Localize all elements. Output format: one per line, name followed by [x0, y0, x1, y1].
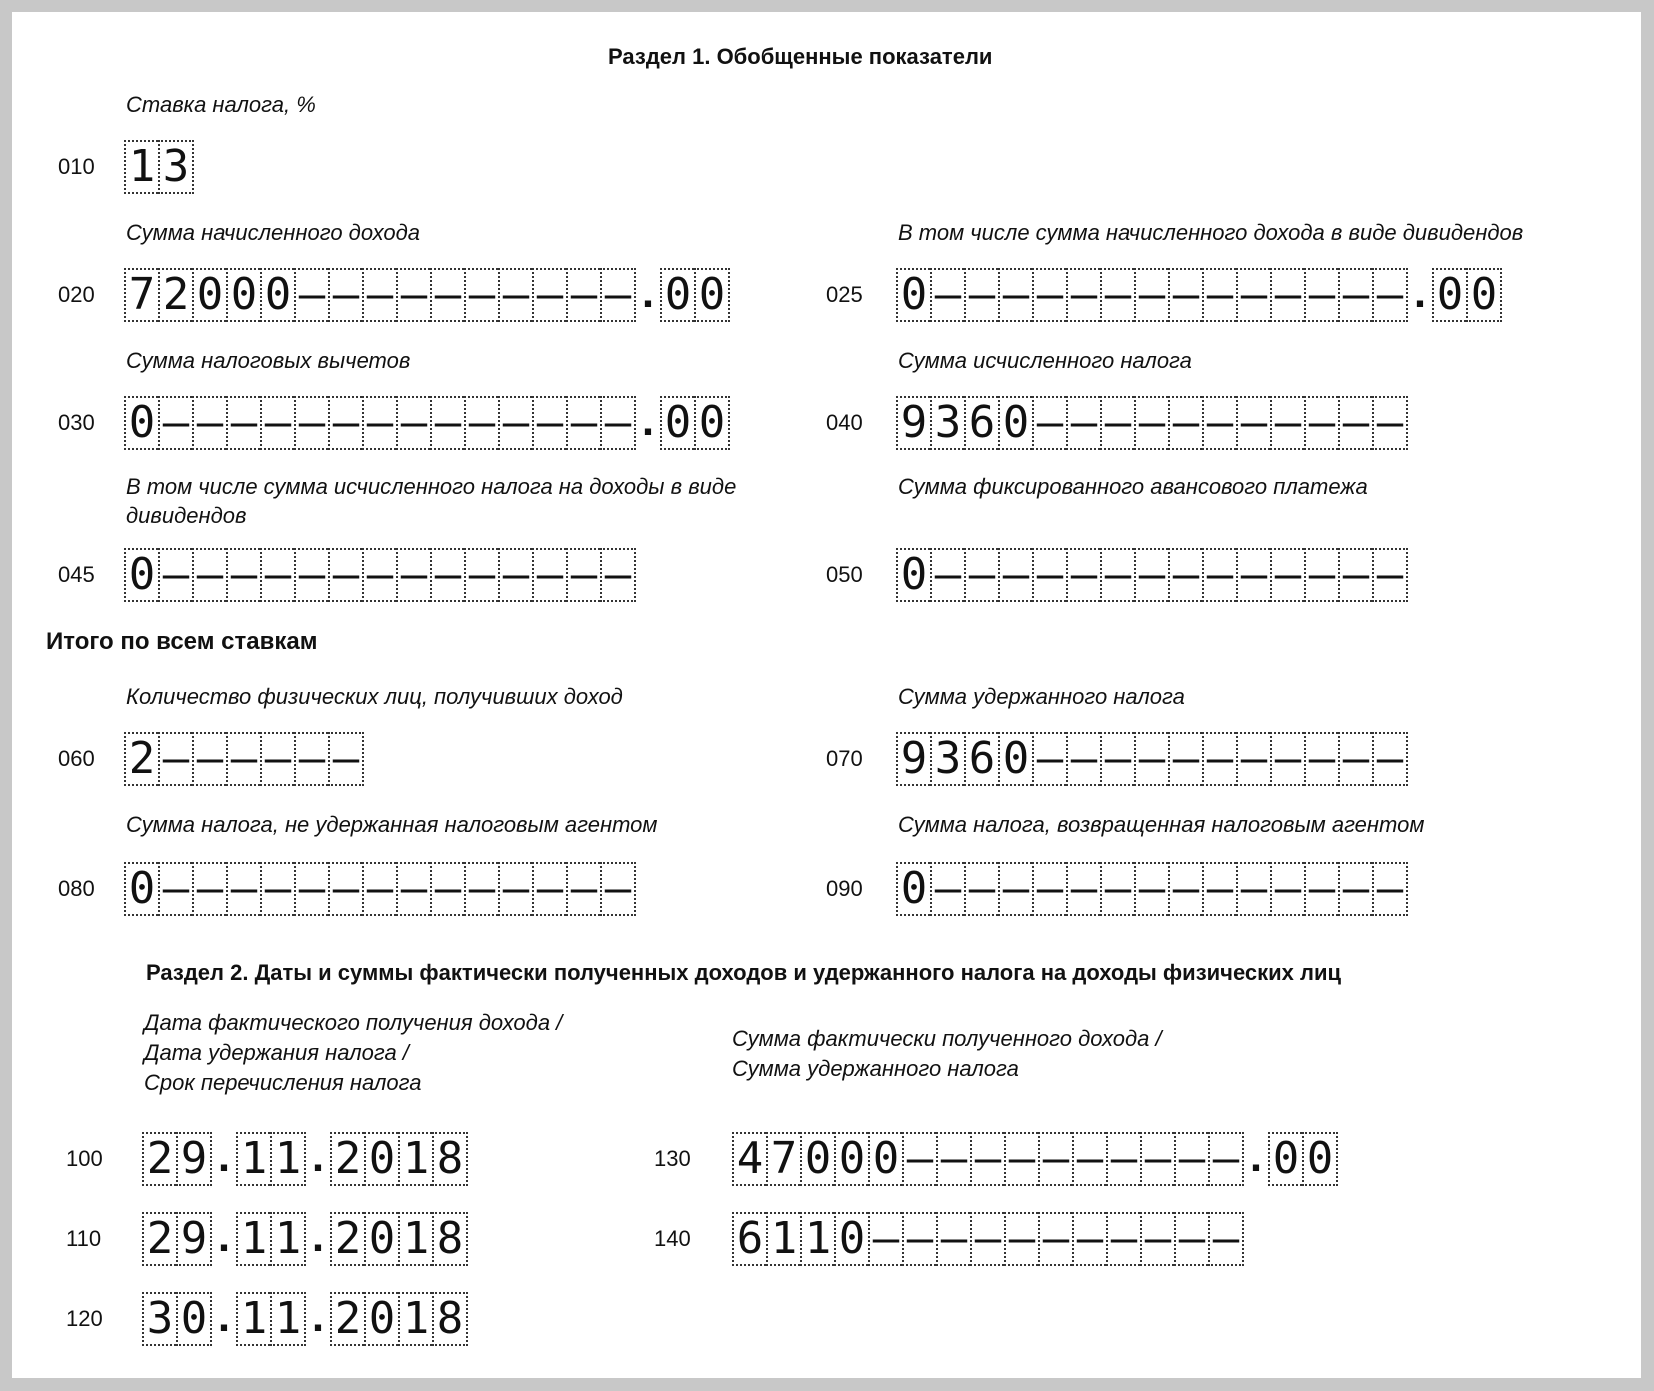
- f030-label: Сумма налоговых вычетов: [126, 348, 411, 373]
- digit-cell[interactable]: 6: [732, 1212, 766, 1266]
- digit-cell[interactable]: 1: [236, 1132, 270, 1186]
- digit-cell[interactable]: –: [1140, 1212, 1174, 1266]
- digit-cell[interactable]: –: [1106, 1132, 1140, 1186]
- digit-cell[interactable]: –: [1106, 1212, 1140, 1266]
- digit-cell[interactable]: 0: [364, 1292, 398, 1346]
- digit-cell[interactable]: –: [464, 268, 498, 322]
- digit-cell[interactable]: –: [1372, 268, 1408, 322]
- digit-cell[interactable]: –: [328, 396, 362, 450]
- digit-cell[interactable]: –: [158, 732, 192, 786]
- digit-cell[interactable]: –: [1338, 396, 1372, 450]
- digit-cell[interactable]: –: [1202, 548, 1236, 602]
- f045-label-line2: дивидендов: [126, 503, 247, 528]
- digit-cell[interactable]: –: [532, 548, 566, 602]
- digit-cell[interactable]: –: [1004, 1132, 1038, 1186]
- f025-field[interactable]: [896, 268, 1502, 322]
- digit-cell[interactable]: 7: [766, 1132, 800, 1186]
- digit-cell[interactable]: –: [998, 862, 1032, 916]
- digit-cell[interactable]: –: [294, 268, 328, 322]
- digit-cell[interactable]: –: [1236, 268, 1270, 322]
- f030-code: 030: [58, 410, 95, 435]
- digit-cell[interactable]: –: [1066, 732, 1100, 786]
- digit-cell[interactable]: –: [1208, 1212, 1244, 1266]
- f110-code: 110: [66, 1226, 102, 1251]
- digit-cell[interactable]: –: [1236, 548, 1270, 602]
- digit-cell[interactable]: 8: [432, 1212, 468, 1266]
- digit-cell[interactable]: 7: [124, 268, 158, 322]
- f100-code: 100: [66, 1146, 103, 1171]
- digit-cell[interactable]: –: [868, 1212, 902, 1266]
- digit-cell[interactable]: –: [1270, 548, 1304, 602]
- digit-cell[interactable]: 0: [1302, 1132, 1338, 1186]
- digit-cell[interactable]: –: [1100, 268, 1134, 322]
- digit-cell[interactable]: –: [936, 1132, 970, 1186]
- digit-cell[interactable]: –: [1338, 862, 1372, 916]
- digit-cell[interactable]: –: [1140, 1132, 1174, 1186]
- digit-cell[interactable]: –: [936, 1212, 970, 1266]
- digit-cell[interactable]: 0: [364, 1132, 398, 1186]
- digit-cell[interactable]: –: [498, 268, 532, 322]
- f020-field[interactable]: [124, 268, 730, 322]
- digit-cell[interactable]: –: [930, 862, 964, 916]
- digit-cell[interactable]: –: [1032, 396, 1066, 450]
- digit-cell[interactable]: 0: [834, 1212, 868, 1266]
- digit-cell[interactable]: –: [328, 732, 364, 786]
- digit-cell[interactable]: –: [158, 396, 192, 450]
- digit-cell[interactable]: –: [362, 268, 396, 322]
- digit-cell[interactable]: –: [1032, 268, 1066, 322]
- digit-cell[interactable]: –: [260, 548, 294, 602]
- digit-cell[interactable]: 1: [398, 1212, 432, 1266]
- digit-cell[interactable]: –: [1100, 548, 1134, 602]
- digit-cell[interactable]: –: [1134, 548, 1168, 602]
- f090-label: Сумма налога, возвращенная налоговым агентом: [898, 812, 1425, 837]
- digit-cell[interactable]: –: [964, 268, 998, 322]
- digit-cell[interactable]: 9: [896, 732, 930, 786]
- f045-code: 045: [58, 562, 95, 587]
- digit-cell[interactable]: 0: [800, 1132, 834, 1186]
- f070-label: Сумма удержанного налога: [898, 684, 1185, 709]
- decimal-separator: .: [217, 1292, 231, 1341]
- f045-field[interactable]: [124, 548, 636, 602]
- digit-cell[interactable]: –: [430, 396, 464, 450]
- digit-cell[interactable]: –: [998, 268, 1032, 322]
- digit-cell[interactable]: –: [1168, 862, 1202, 916]
- digit-cell[interactable]: –: [1100, 732, 1134, 786]
- digit-cell[interactable]: –: [1032, 548, 1066, 602]
- f090-code: 090: [826, 876, 863, 901]
- digit-cell[interactable]: –: [930, 548, 964, 602]
- digit-cell[interactable]: –: [260, 396, 294, 450]
- digit-cell[interactable]: 1: [236, 1292, 270, 1346]
- digit-cell[interactable]: 0: [260, 268, 294, 322]
- digit-cell[interactable]: 1: [124, 140, 158, 194]
- digit-cell[interactable]: 2: [124, 732, 158, 786]
- f020-label: Сумма начисленного дохода: [126, 220, 420, 245]
- dates-label-3: Срок перечисления налога: [144, 1070, 422, 1095]
- digit-cell[interactable]: 0: [226, 268, 260, 322]
- digit-cell[interactable]: –: [964, 862, 998, 916]
- digit-cell[interactable]: –: [1338, 732, 1372, 786]
- digit-cell[interactable]: –: [1236, 396, 1270, 450]
- f010-code: 010: [58, 154, 95, 179]
- digit-cell[interactable]: –: [1304, 732, 1338, 786]
- digit-cell[interactable]: 0: [694, 396, 730, 450]
- digit-cell[interactable]: –: [328, 548, 362, 602]
- digit-cell[interactable]: 0: [660, 396, 694, 450]
- digit-cell[interactable]: 0: [896, 548, 930, 602]
- digit-cell[interactable]: –: [362, 548, 396, 602]
- decimal-separator: .: [311, 1132, 325, 1181]
- digit-cell[interactable]: –: [1072, 1132, 1106, 1186]
- digit-cell[interactable]: –: [1038, 1132, 1072, 1186]
- digit-cell[interactable]: –: [930, 268, 964, 322]
- digit-cell[interactable]: –: [600, 862, 636, 916]
- digit-cell[interactable]: –: [1038, 1212, 1072, 1266]
- digit-cell[interactable]: –: [226, 396, 260, 450]
- digit-cell[interactable]: 0: [1466, 268, 1502, 322]
- decimal-separator: .: [217, 1212, 231, 1261]
- decimal-separator: .: [217, 1132, 231, 1181]
- f080-code: 080: [58, 876, 95, 901]
- f130-field[interactable]: [732, 1132, 1338, 1186]
- digit-cell[interactable]: –: [600, 396, 636, 450]
- digit-cell[interactable]: 9: [176, 1212, 212, 1266]
- digit-cell[interactable]: 0: [660, 268, 694, 322]
- digit-cell[interactable]: –: [1270, 862, 1304, 916]
- digit-cell[interactable]: –: [294, 862, 328, 916]
- digit-cell[interactable]: 2: [330, 1292, 364, 1346]
- digit-cell[interactable]: –: [1168, 396, 1202, 450]
- digit-cell[interactable]: –: [1208, 1132, 1244, 1186]
- digit-cell[interactable]: –: [1304, 268, 1338, 322]
- digit-cell[interactable]: 0: [364, 1212, 398, 1266]
- digit-cell[interactable]: 1: [270, 1132, 306, 1186]
- digit-cell[interactable]: –: [1004, 1212, 1038, 1266]
- digit-cell[interactable]: –: [396, 548, 430, 602]
- decimal-separator: .: [641, 396, 655, 445]
- decimal-separator: .: [311, 1292, 325, 1341]
- digit-cell[interactable]: –: [192, 396, 226, 450]
- digit-cell[interactable]: –: [294, 732, 328, 786]
- digit-cell[interactable]: –: [464, 396, 498, 450]
- digit-cell[interactable]: –: [998, 548, 1032, 602]
- digit-cell[interactable]: 1: [236, 1212, 270, 1266]
- f110-field[interactable]: [142, 1212, 468, 1266]
- digit-cell[interactable]: 0: [124, 396, 158, 450]
- f040-field[interactable]: [896, 396, 1408, 450]
- digit-cell[interactable]: –: [1202, 268, 1236, 322]
- digit-cell[interactable]: –: [566, 268, 600, 322]
- digit-cell[interactable]: –: [1134, 268, 1168, 322]
- f040-label: Сумма исчисленного налога: [898, 348, 1192, 373]
- totals-title: Итого по всем ставкам: [46, 628, 318, 655]
- digit-cell[interactable]: 3: [930, 396, 964, 450]
- digit-cell[interactable]: 9: [176, 1132, 212, 1186]
- digit-cell[interactable]: 6: [964, 396, 998, 450]
- digit-cell[interactable]: –: [1338, 268, 1372, 322]
- digit-cell[interactable]: –: [498, 548, 532, 602]
- digit-cell[interactable]: 0: [694, 268, 730, 322]
- digit-cell[interactable]: –: [430, 548, 464, 602]
- digit-cell[interactable]: –: [362, 862, 396, 916]
- decimal-separator: .: [1413, 268, 1427, 317]
- digit-cell[interactable]: 2: [330, 1212, 364, 1266]
- digit-cell[interactable]: –: [1134, 396, 1168, 450]
- f060-code: 060: [58, 746, 95, 771]
- f020-code: 020: [58, 282, 95, 307]
- digit-cell[interactable]: 0: [124, 548, 158, 602]
- digit-cell[interactable]: –: [566, 396, 600, 450]
- sums-label-2: Сумма удержанного налога: [732, 1056, 1019, 1081]
- f045-label-line1: В том числе сумма исчисленного налога на доходы в виде: [126, 474, 737, 499]
- digit-cell[interactable]: –: [396, 396, 430, 450]
- digit-cell[interactable]: –: [1134, 862, 1168, 916]
- digit-cell[interactable]: 1: [270, 1212, 306, 1266]
- digit-cell[interactable]: 3: [142, 1292, 176, 1346]
- digit-cell[interactable]: –: [1168, 548, 1202, 602]
- digit-cell[interactable]: –: [970, 1132, 1004, 1186]
- f080-field[interactable]: [124, 862, 636, 916]
- digit-cell[interactable]: 0: [176, 1292, 212, 1346]
- digit-cell[interactable]: –: [1066, 396, 1100, 450]
- digit-cell[interactable]: –: [1168, 268, 1202, 322]
- digit-cell[interactable]: –: [1304, 862, 1338, 916]
- digit-cell[interactable]: –: [1032, 862, 1066, 916]
- digit-cell[interactable]: –: [1072, 1212, 1106, 1266]
- digit-cell[interactable]: 1: [270, 1292, 306, 1346]
- f100-field[interactable]: [142, 1132, 468, 1186]
- digit-cell[interactable]: –: [158, 548, 192, 602]
- decimal-separator: .: [641, 268, 655, 317]
- digit-cell[interactable]: –: [328, 268, 362, 322]
- digit-cell[interactable]: –: [1270, 732, 1304, 786]
- digit-cell[interactable]: –: [464, 862, 498, 916]
- f130-code: 130: [654, 1146, 691, 1171]
- digit-cell[interactable]: –: [192, 732, 226, 786]
- digit-cell[interactable]: –: [1372, 862, 1408, 916]
- digit-cell[interactable]: –: [396, 862, 430, 916]
- digit-cell[interactable]: 0: [834, 1132, 868, 1186]
- digit-cell[interactable]: –: [566, 862, 600, 916]
- dates-label-2: Дата удержания налога /: [144, 1040, 409, 1065]
- section2-title: Раздел 2. Даты и суммы фактически полученных доходов и удержанного налога на доходы физических лиц: [146, 960, 1342, 985]
- digit-cell[interactable]: –: [1304, 396, 1338, 450]
- digit-cell[interactable]: –: [294, 548, 328, 602]
- digit-cell[interactable]: –: [1066, 862, 1100, 916]
- digit-cell[interactable]: 0: [1268, 1132, 1302, 1186]
- digit-cell[interactable]: –: [464, 548, 498, 602]
- decimal-separator: .: [311, 1212, 325, 1261]
- digit-cell[interactable]: 1: [766, 1212, 800, 1266]
- digit-cell[interactable]: 2: [142, 1132, 176, 1186]
- digit-cell[interactable]: 2: [158, 268, 192, 322]
- digit-cell[interactable]: –: [328, 862, 362, 916]
- digit-cell[interactable]: –: [294, 396, 328, 450]
- digit-cell[interactable]: 0: [124, 862, 158, 916]
- digit-cell[interactable]: –: [532, 268, 566, 322]
- digit-cell[interactable]: –: [362, 396, 396, 450]
- f070-code: 070: [826, 746, 863, 771]
- f025-code: 025: [826, 282, 863, 307]
- digit-cell[interactable]: 2: [330, 1132, 364, 1186]
- digit-cell[interactable]: –: [192, 548, 226, 602]
- digit-cell[interactable]: –: [600, 548, 636, 602]
- digit-cell[interactable]: –: [1066, 268, 1100, 322]
- digit-cell[interactable]: –: [396, 268, 430, 322]
- digit-cell[interactable]: –: [158, 862, 192, 916]
- f080-label: Сумма налога, не удержанная налоговым агентом: [126, 812, 658, 837]
- f050-code: 050: [826, 562, 863, 587]
- digit-cell[interactable]: –: [1338, 548, 1372, 602]
- digit-cell[interactable]: –: [430, 862, 464, 916]
- digit-cell[interactable]: –: [1134, 732, 1168, 786]
- digit-cell[interactable]: –: [1372, 396, 1408, 450]
- digit-cell[interactable]: 0: [998, 396, 1032, 450]
- digit-cell[interactable]: –: [1168, 732, 1202, 786]
- digit-cell[interactable]: 1: [398, 1292, 432, 1346]
- f010-label: Ставка налога, %: [126, 92, 316, 117]
- f025-label: В том числе сумма начисленного дохода в виде дивидендов: [898, 220, 1524, 245]
- digit-cell[interactable]: 0: [192, 268, 226, 322]
- digit-cell[interactable]: –: [1236, 862, 1270, 916]
- f050-label: Сумма фиксированного авансового платежа: [898, 474, 1368, 499]
- digit-cell[interactable]: –: [532, 862, 566, 916]
- digit-cell[interactable]: 0: [1432, 268, 1466, 322]
- digit-cell[interactable]: 6: [964, 732, 998, 786]
- f060-field[interactable]: [124, 732, 364, 786]
- digit-cell[interactable]: 0: [896, 268, 930, 322]
- digit-cell[interactable]: 9: [896, 396, 930, 450]
- digit-cell[interactable]: –: [1270, 396, 1304, 450]
- digit-cell[interactable]: 8: [432, 1292, 468, 1346]
- f050-field[interactable]: [896, 548, 1408, 602]
- digit-cell[interactable]: 1: [800, 1212, 834, 1266]
- digit-cell[interactable]: –: [226, 732, 260, 786]
- digit-cell[interactable]: –: [1372, 732, 1408, 786]
- dates-label-1: Дата фактического получения дохода /: [144, 1010, 563, 1035]
- digit-cell[interactable]: 3: [158, 140, 194, 194]
- digit-cell[interactable]: –: [226, 862, 260, 916]
- digit-cell[interactable]: –: [1202, 396, 1236, 450]
- digit-cell[interactable]: –: [970, 1212, 1004, 1266]
- digit-cell[interactable]: –: [1100, 396, 1134, 450]
- f090-field[interactable]: [896, 862, 1408, 916]
- digit-cell[interactable]: 0: [998, 732, 1032, 786]
- f070-field[interactable]: [896, 732, 1408, 786]
- digit-cell[interactable]: –: [260, 862, 294, 916]
- f060-label: Количество физических лиц, получивших доход: [126, 684, 623, 709]
- digit-cell[interactable]: –: [1304, 548, 1338, 602]
- digit-cell[interactable]: –: [498, 862, 532, 916]
- digit-cell[interactable]: –: [1236, 732, 1270, 786]
- section1-title: Раздел 1. Обобщенные показатели: [608, 44, 993, 69]
- f030-field[interactable]: [124, 396, 730, 450]
- digit-cell[interactable]: –: [226, 548, 260, 602]
- digit-cell[interactable]: –: [1372, 548, 1408, 602]
- form-sheet: [12, 12, 1641, 1378]
- digit-cell[interactable]: 1: [398, 1132, 432, 1186]
- digit-cell[interactable]: 2: [142, 1212, 176, 1266]
- digit-cell[interactable]: –: [1032, 732, 1066, 786]
- digit-cell[interactable]: –: [964, 548, 998, 602]
- digit-cell[interactable]: –: [1174, 1132, 1208, 1186]
- digit-cell[interactable]: 0: [896, 862, 930, 916]
- digit-cell[interactable]: –: [260, 732, 294, 786]
- f040-code: 040: [826, 410, 863, 435]
- digit-cell[interactable]: –: [192, 862, 226, 916]
- digit-cell[interactable]: –: [1202, 862, 1236, 916]
- sums-label-1: Сумма фактически полученного дохода /: [732, 1026, 1162, 1051]
- f140-code: 140: [654, 1226, 691, 1251]
- digit-cell[interactable]: 4: [732, 1132, 766, 1186]
- digit-cell[interactable]: –: [600, 268, 636, 322]
- digit-cell[interactable]: –: [430, 268, 464, 322]
- digit-cell[interactable]: –: [532, 396, 566, 450]
- digit-cell[interactable]: –: [1202, 732, 1236, 786]
- digit-cell[interactable]: –: [1174, 1212, 1208, 1266]
- digit-cell[interactable]: –: [1100, 862, 1134, 916]
- f010-field[interactable]: [124, 140, 194, 194]
- digit-cell[interactable]: –: [566, 548, 600, 602]
- f120-code: 120: [66, 1306, 103, 1331]
- digit-cell[interactable]: 0: [868, 1132, 902, 1186]
- decimal-separator: .: [1249, 1132, 1263, 1181]
- digit-cell[interactable]: –: [498, 396, 532, 450]
- digit-cell[interactable]: 8: [432, 1132, 468, 1186]
- digit-cell[interactable]: –: [1066, 548, 1100, 602]
- f120-field[interactable]: [142, 1292, 468, 1346]
- digit-cell[interactable]: –: [1270, 268, 1304, 322]
- digit-cell[interactable]: –: [902, 1132, 936, 1186]
- digit-cell[interactable]: –: [902, 1212, 936, 1266]
- digit-cell[interactable]: 3: [930, 732, 964, 786]
- f140-field[interactable]: [732, 1212, 1244, 1266]
